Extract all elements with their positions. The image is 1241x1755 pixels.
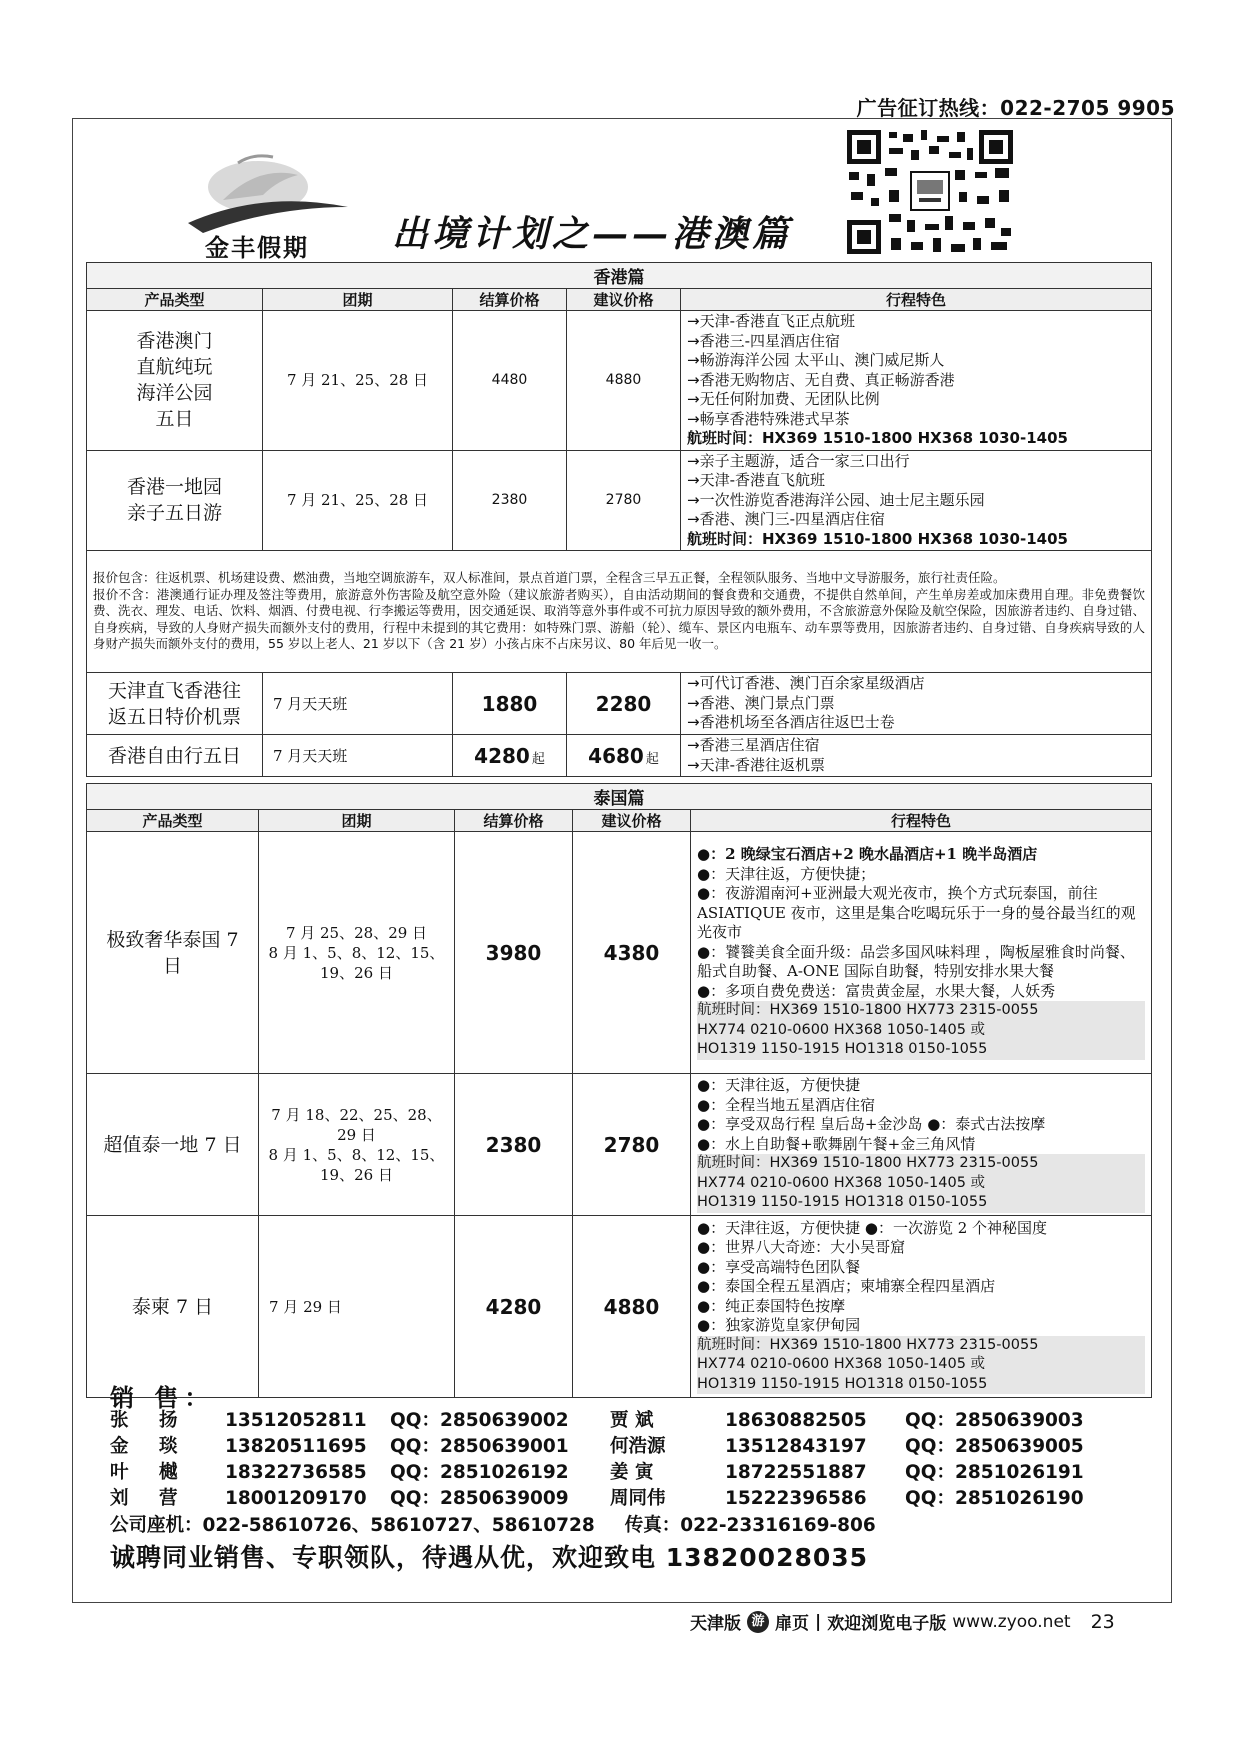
table-row: [87, 311, 1152, 451]
col-features: 行程特色: [681, 289, 1152, 311]
settle-price: 2380: [453, 450, 567, 551]
table-row: [87, 673, 1152, 735]
sales-block: [110, 1378, 1150, 1576]
col-dates: 团期: [263, 289, 453, 311]
product-name: 香港澳门 直航纯玩 海洋公园 五日: [87, 311, 263, 451]
col-product-type: 产品类型: [87, 289, 263, 311]
col-suggest-price: 建议价格: [573, 810, 691, 832]
table-row: [87, 450, 1152, 551]
sales-row: 张 扬 13512052811 QQ：2850639002 贾 斌 18630882505 QQ：2850639003: [110, 1410, 1084, 1431]
tour-dates: 7 月 25、28、29 日 8 月 1、5、8、12、15、 19、26 日: [259, 832, 455, 1074]
suggest-price: 4880: [573, 1216, 691, 1398]
features: →可代订香港、澳门百余家星级酒店 →香港、澳门景点门票 →香港机场至各酒店往返巴士卷: [681, 673, 1152, 735]
edition: 天津版: [690, 1614, 741, 1634]
column-name: 扉页: [775, 1614, 809, 1634]
settle-price: 4280: [455, 1216, 573, 1398]
settle-price: 1880: [453, 673, 567, 735]
th-table: [86, 783, 1152, 1398]
features: ●：天津往返，方便快捷 ●：全程当地五星酒店住宿 ●：享受双岛行程 皇后岛+金沙岛 ●：泰式古法按摩 ●：水上自助餐+歌舞剧午餐+金三角风情 航班时间：HX369 1510-1800 HX773 2315-0055 HX774 0210-0600 HX368 1050-1405 或 HO1319 1150-1915 HO1318 0150-1055: [691, 1074, 1152, 1216]
features: →亲子主题游，适合一家三口出行 →天津-香港直飞航班 →一次性游览香港海洋公园、迪士尼主题乐园 →香港、澳门三-四星酒店住宿 航班时间：HX369 1510-1800 HX368 1030-1405: [681, 450, 1152, 551]
ad-hotline: 广告征订热线：022-2705 9905: [856, 96, 1175, 120]
sales-row: 金 琰 13820511695 QQ：2850639001 何浩源 13512843197 QQ：2850639005: [110, 1436, 1084, 1457]
hk-table: [86, 262, 1152, 777]
col-dates: 团期: [259, 810, 455, 832]
th-section: [86, 783, 1152, 1398]
welcome-text: 欢迎浏览电子版: [827, 1614, 947, 1634]
features: ●：2 晚绿宝石酒店+2 晚水晶酒店+1 晚半岛酒店 ●：天津往返，方便快捷； ●：夜游湄南河+亚洲最大观光夜市，换个方式玩泰国，前往 ASIATIQUE 夜市，这里是集合吃喝玩乐于一身的曼谷最当红的观光夜市 ●：饕餮美食全面升级：品尝多国风味料理 ，陶板屋雅食时尚餐、船式自助餐、A-ONE 国际自助餐，特别安排水果大餐 ●：多项自费免费送：富贵黄金屋，水果大餐，人妖秀 航班时间：HX369 1510-1800 HX773 2315-0055 HX774 0210-0600 HX368 1050-1405 或 HO1319 1150-1915 HO1318 0150-1055: [691, 832, 1152, 1074]
hiring-banner: 诚聘同业销售、专职领队，待遇从优，欢迎致电 13820028035: [110, 1543, 869, 1572]
edition-badge-icon: 游: [747, 1611, 769, 1633]
settle-price: 4280 起: [453, 735, 567, 777]
th-section-title: 泰国篇: [87, 784, 1152, 810]
product-name: 泰柬 7 日: [87, 1216, 259, 1398]
tour-dates: 7 月 21、25、28 日: [263, 450, 453, 551]
suggest-price: 4680 起: [567, 735, 681, 777]
hk-section: [86, 262, 1152, 777]
separator: |: [815, 1611, 822, 1632]
product-name: 香港一地园 亲子五日游: [87, 450, 263, 551]
col-features: 行程特色: [691, 810, 1152, 832]
product-name: 天津直飞香港往 返五日特价机票: [87, 673, 263, 735]
settle-price: 4480: [453, 311, 567, 451]
page-title: 出境计划之——港澳篇: [392, 213, 793, 255]
sales-row: 刘 营 18001209170 QQ：2850639009 周同伟 15222396586 QQ：2851026190: [110, 1488, 1084, 1509]
suggest-price: 4380: [573, 832, 691, 1074]
page-footer: [690, 1609, 1115, 1634]
brand-name: 金丰假期: [205, 234, 309, 262]
fax: 传真：022-23316169-806: [624, 1515, 876, 1536]
product-name: 香港自由行五日: [87, 735, 263, 777]
product-name: 极致奢华泰国 7 日: [87, 832, 259, 1074]
features: →香港三星酒店住宿 →天津-香港往返机票: [681, 735, 1152, 777]
price-notes: 报价包含：往返机票、机场建设费、燃油费，当地空调旅游车，双人标准间，景点首道门票，全程含三早五正餐，全程领队服务、当地中文导游服务，旅行社责任险。 报价不含：港澳通行证办理及签注等费用，旅游意外伤害险及航空意外险（建议旅游者购买），自由活动期间的餐食费和交通费，不提供自然单间，产生单房差或加床费用自理。非免费餐饮费、洗衣、理发、电话、饮料、烟酒、付费电视、行李搬运等费用，因交通延误、取消等意外事件或不可抗力原因导致的额外费用，不含旅游意外保险及航空保险，因旅游者违约、自身过错、自身疾病，导致的人身财产损失而额外支付的费用，行程中未提到的其它费用：如特殊门票、游船（轮）、缆车、景区内电瓶车、动车票等费用，因旅游者违约、自身过错、自身疾病导致的人身财产损失而额外支付的费用，55 岁以上老人、21 岁以下（含 21 岁）小孩占床不占床另议、80 年后见一收一。: [87, 551, 1152, 673]
qr-code-icon: [845, 128, 1015, 256]
site-url[interactable]: www.zyoo.net: [952, 1611, 1071, 1632]
features: →天津-香港直飞正点航班 →香港三-四星酒店住宿 →畅游海洋公园 太平山、澳门威尼斯人 →香港无购物店、无自费、真正畅游香港 →无任何附加费、无团队比例 →畅享香港特殊港式早茶 航班时间：HX369 1510-1800 HX368 1030-1405: [681, 311, 1152, 451]
col-suggest-price: 建议价格: [567, 289, 681, 311]
settle-price: 2380: [455, 1074, 573, 1216]
suggest-price: 2780: [573, 1074, 691, 1216]
suggest-price: 4880: [567, 311, 681, 451]
col-settle-price: 结算价格: [455, 810, 573, 832]
tour-dates: 7 月天天班: [263, 735, 453, 777]
tour-dates: 7 月 18、22、25、28、 29 日 8 月 1、5、8、12、15、 19、26 日: [259, 1074, 455, 1216]
suggest-price: 2780: [567, 450, 681, 551]
table-row: [87, 1216, 1152, 1398]
features: ●：天津往返，方便快捷 ●：一次游览 2 个神秘国度 ●：世界八大奇迹：大小吴哥窟 ●：享受高端特色团队餐 ●：泰国全程五星酒店；柬埔寨全程四星酒店 ●：纯正泰国特色按摩 ●：独家游览皇家伊甸园 航班时间：HX369 1510-1800 HX773 2315-0055 HX774 0210-0600 HX368 1050-1405 或 HO1319 1150-1915 HO1318 0150-1055: [691, 1216, 1152, 1398]
settle-price: 3980: [455, 832, 573, 1074]
table-row: [87, 1074, 1152, 1216]
sales-row: 叶 樾 18322736585 QQ：2851026192 姜 寅 18722551887 QQ：2851026191: [110, 1462, 1084, 1483]
col-product-type: 产品类型: [87, 810, 259, 832]
tour-dates: 7 月 29 日: [259, 1216, 455, 1398]
sales-title: 销 售：: [110, 1384, 215, 1412]
table-row: [87, 832, 1152, 1074]
company-phones: 公司座机：022-58610726、58610727、58610728 传真：022-23316169-806: [110, 1515, 876, 1536]
suggest-price: 2280: [567, 673, 681, 735]
hk-section-title: 香港篇: [87, 263, 1152, 289]
tour-dates: 7 月天天班: [263, 673, 453, 735]
page-number: 23: [1090, 1610, 1115, 1633]
table-row: [87, 735, 1152, 777]
product-name: 超值泰一地 7 日: [87, 1074, 259, 1216]
col-settle-price: 结算价格: [453, 289, 567, 311]
tour-dates: 7 月 21、25、28 日: [263, 311, 453, 451]
